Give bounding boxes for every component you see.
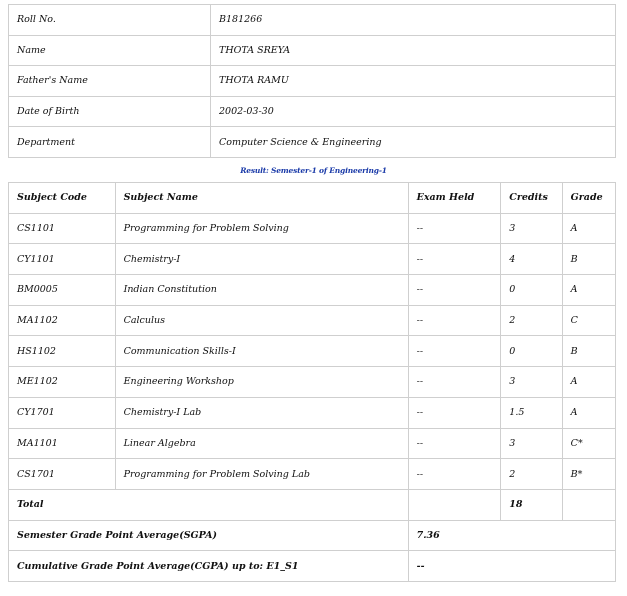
table-row	[9, 275, 616, 306]
grade-cell: C	[562, 305, 615, 336]
credits-cell: 0	[501, 275, 562, 306]
header-grade: Grade	[562, 183, 615, 214]
grade-cell: A	[562, 397, 615, 428]
grade-cell: A	[562, 367, 615, 398]
subject-name-cell: Linear Algebra	[115, 428, 408, 459]
total-row	[9, 489, 616, 520]
subject-code-cell: MA1102	[9, 305, 116, 336]
student-info-value: THOTA RAMU	[211, 66, 616, 97]
grade-cell: B	[562, 336, 615, 367]
student-info-table	[8, 4, 616, 158]
student-info-label: Roll No.	[9, 5, 211, 36]
exam-held-cell: --	[408, 428, 501, 459]
exam-held-cell: --	[408, 397, 501, 428]
subject-name-cell: Engineering Workshop	[115, 367, 408, 398]
student-info-label: Father's Name	[9, 66, 211, 97]
grade-cell: A	[562, 275, 615, 306]
subject-name-cell: Programming for Problem Solving Lab	[115, 459, 408, 490]
credits-cell: 1.5	[501, 397, 562, 428]
grades-header-row	[9, 183, 616, 214]
cgpa-label: Cumulative Grade Point Average(CGPA) up to: E1_S1	[9, 551, 409, 582]
sgpa-label: Semester Grade Point Average(SGPA)	[9, 520, 409, 551]
student-info-value: THOTA SREYA	[211, 35, 616, 66]
student-info-label: Date of Birth	[9, 96, 211, 127]
student-info-label: Name	[9, 35, 211, 66]
subject-code-cell: ME1102	[9, 367, 116, 398]
subject-name-cell: Chemistry-I Lab	[115, 397, 408, 428]
subject-name-cell: Chemistry-I	[115, 244, 408, 275]
exam-held-cell: --	[408, 336, 501, 367]
table-row	[9, 428, 616, 459]
subject-code-cell: CS1101	[9, 213, 116, 244]
student-info-label: Department	[9, 127, 211, 158]
exam-held-cell: --	[408, 275, 501, 306]
table-row	[9, 367, 616, 398]
table-row	[9, 336, 616, 367]
grade-cell: B	[562, 244, 615, 275]
table-row	[9, 213, 616, 244]
subject-code-cell: BM0005	[9, 275, 116, 306]
subject-name-cell: Programming for Problem Solving	[115, 213, 408, 244]
exam-held-cell: --	[408, 459, 501, 490]
sgpa-value: 7.36	[408, 520, 615, 551]
header-subject-code: Subject Code	[9, 183, 116, 214]
header-credits: Credits	[501, 183, 562, 214]
table-row	[9, 459, 616, 490]
sgpa-row	[9, 520, 616, 551]
student-info-row	[9, 96, 616, 127]
student-info-body	[9, 5, 616, 158]
exam-held-cell: --	[408, 305, 501, 336]
cgpa-value: --	[408, 551, 615, 582]
exam-held-cell: --	[408, 367, 501, 398]
student-info-value: 2002-03-30	[211, 96, 616, 127]
subject-code-cell: CY1701	[9, 397, 116, 428]
header-exam-held: Exam Held	[408, 183, 501, 214]
exam-held-cell: --	[408, 213, 501, 244]
grade-cell: B*	[562, 459, 615, 490]
student-info-row	[9, 66, 616, 97]
credits-cell: 3	[501, 428, 562, 459]
subject-name-cell: Communication Skills-I	[115, 336, 408, 367]
student-info-row	[9, 35, 616, 66]
subject-code-cell: HS1102	[9, 336, 116, 367]
exam-held-cell: --	[408, 244, 501, 275]
header-subject-name: Subject Name	[115, 183, 408, 214]
credits-cell: 3	[501, 367, 562, 398]
student-info-value: B181266	[211, 5, 616, 36]
grade-cell: C*	[562, 428, 615, 459]
grades-body	[9, 213, 616, 489]
credits-cell: 4	[501, 244, 562, 275]
total-grade	[562, 489, 615, 520]
subject-name-cell: Indian Constitution	[115, 275, 408, 306]
student-info-row	[9, 5, 616, 36]
grades-table	[8, 182, 616, 582]
cgpa-row	[9, 551, 616, 582]
total-exam-held	[408, 489, 501, 520]
table-row	[9, 244, 616, 275]
subject-code-cell: MA1101	[9, 428, 116, 459]
subject-code-cell: CS1701	[9, 459, 116, 490]
student-info-row	[9, 127, 616, 158]
table-row	[9, 305, 616, 336]
credits-cell: 0	[501, 336, 562, 367]
student-info-value: Computer Science & Engineering	[211, 127, 616, 158]
subject-name-cell: Calculus	[115, 305, 408, 336]
credits-cell: 2	[501, 459, 562, 490]
grade-cell: A	[562, 213, 615, 244]
total-credits: 18	[501, 489, 562, 520]
subject-code-cell: CY1101	[9, 244, 116, 275]
credits-cell: 3	[501, 213, 562, 244]
credits-cell: 2	[501, 305, 562, 336]
total-label: Total	[9, 489, 409, 520]
table-row	[9, 397, 616, 428]
result-title: Result: Semester-1 of Engineering-1	[240, 166, 387, 175]
